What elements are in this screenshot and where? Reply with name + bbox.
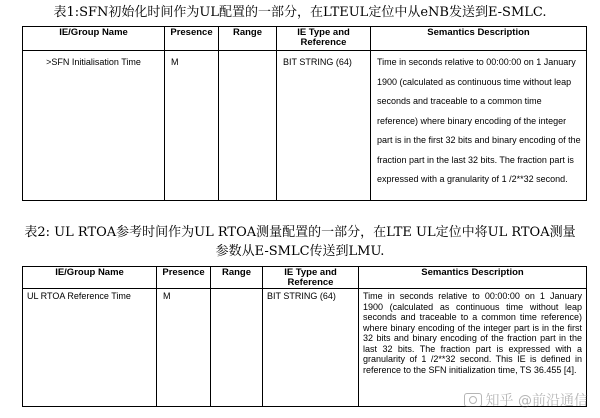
cell-semantics: Time in seconds relative to 00:00:00 on 1 January 1900 (calculated as continuous time without leap seconds and traceable to a common time reference) where binary encoding of the integer part is in the first 32 bits and binary encoding of the fraction part in the last 32 bits. The fraction part is expressed with a granularity of 1 /2**32 second. This IE is defined in reference to the SFN initialization time, TS 36.455 [4]. (359, 289, 587, 407)
header-range: Range (211, 267, 263, 289)
table2-header-row (23, 267, 587, 289)
table1-caption: 表1:SFN初始化时间作为UL配置的一部分，在LTEUL定位中从eNB发送到E-SMLC. (53, 5, 547, 20)
header-semantics: Semantics Description (359, 267, 587, 289)
header-semantics: Semantics Description (371, 27, 587, 51)
cell-presence: M (165, 51, 219, 201)
cell-ie-type: BIT STRING (64) (263, 289, 359, 407)
cell-ie-group-name: >SFN Initialisation Time (23, 51, 165, 201)
header-ie-group-name: IE/Group Name (23, 27, 165, 51)
header-ie-type: IE Type and Reference (277, 27, 371, 51)
table-row (23, 289, 587, 407)
header-presence: Presence (157, 267, 211, 289)
camera-icon (464, 393, 482, 407)
table2-caption-line2: 参数从E-SMLC传送到LMU. (215, 244, 385, 259)
table1 (22, 26, 587, 201)
header-ie-type: IE Type and Reference (263, 267, 359, 289)
header-ie-group-name: IE/Group Name (23, 267, 157, 289)
watermark (464, 390, 588, 410)
cell-semantics: Time in seconds relative to 00:00:00 on 1 January 1900 (calculated as continuous time without leap seconds and traceable to a common time reference) where binary encoding of the integer part is in the first 32 bits and binary encoding of the fraction part in the last 32 bits. The fraction part is expressed with a granularity of 1 /2**32 second. (371, 51, 587, 201)
table1-header-row (23, 27, 587, 51)
cell-ie-group-name: UL RTOA Reference Time (23, 289, 157, 407)
header-range: Range (219, 27, 277, 51)
cell-range (211, 289, 263, 407)
header-presence: Presence (165, 27, 219, 51)
table2 (22, 266, 587, 407)
table-row (23, 51, 587, 201)
cell-ie-type: BIT STRING (64) (277, 51, 371, 201)
cell-range (219, 51, 277, 201)
table2-caption-line1: 表2: UL RTOA参考时间作为UL RTOA测量配置的一部分，在LTE UL定位中将UL RTOA测量 (24, 225, 576, 240)
watermark-text: 知乎 @前沿通信 (485, 393, 588, 409)
cell-presence: M (157, 289, 211, 407)
